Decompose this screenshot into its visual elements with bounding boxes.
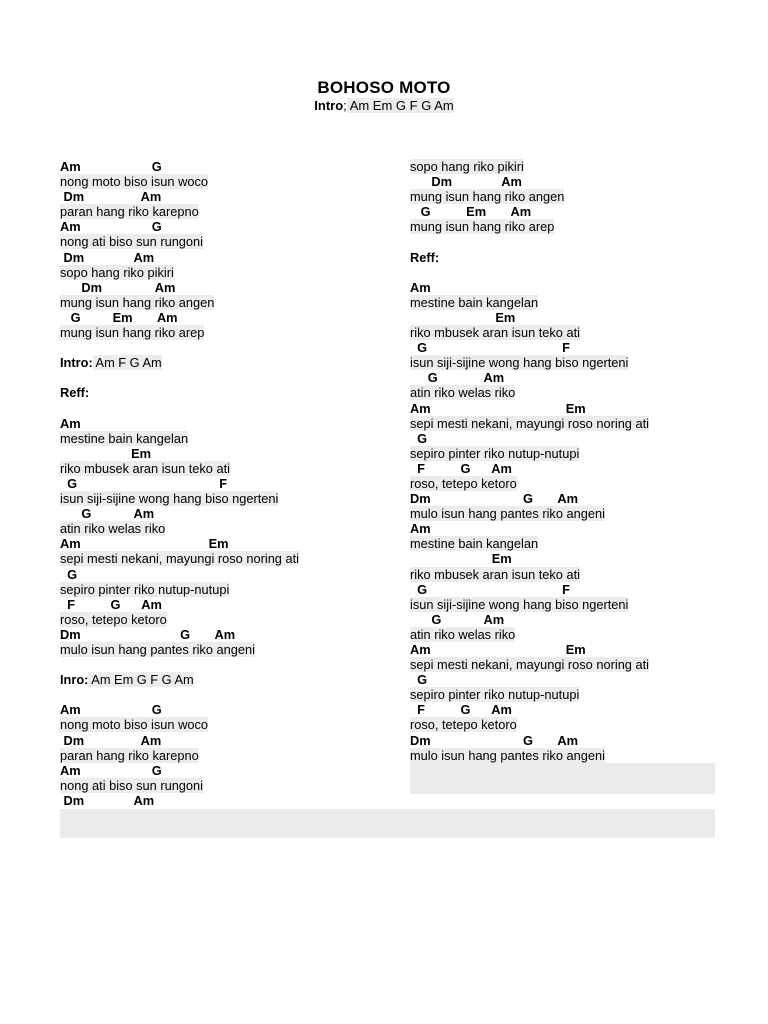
section-heading [60,355,350,370]
chord-text: Dm Am [60,792,155,808]
chord-text: Dm Am [60,732,162,748]
lyric-text: sepi mesti nekani, mayungi roso noring ati [410,657,649,673]
chord-line [410,521,720,536]
section-heading [60,672,350,687]
lyric-text: mestine bain kangelan [410,294,539,310]
lyric-text: mung isun hang riko arep [60,325,205,341]
chord-text: F G Am [60,596,162,612]
chord-line [410,280,720,295]
chord-text: G Am [410,611,505,627]
chord-line [60,159,350,174]
chord-text: Am Em [410,642,586,657]
chord-line [410,551,720,566]
chord-line [60,280,350,295]
chord-text: Dm Am [60,189,162,205]
chord-text: F G Am [410,702,512,718]
right-column [410,159,720,763]
chord-text: G F [60,475,228,491]
chord-line [410,461,720,476]
section-heading [410,250,720,265]
lyric-text: riko mbusek aran isun teko ati [60,460,230,476]
chord-line [410,702,720,717]
lyric-text: isun siji-sijine wong hang biso ngerteni [410,596,629,612]
shaded-block [410,763,715,794]
lyric-line [410,506,720,521]
lyric-text: sepiro pinter riko nutup-nutupi [410,687,580,703]
chord-text: G [410,430,428,446]
chord-text: G [410,672,428,688]
lyric-line [60,204,350,219]
chord-text: Em [410,309,516,325]
lyric-text: atin riko welas riko [410,385,516,401]
section-heading-chords: Am Em G F G Am [88,672,194,688]
chord-text: Am G [60,702,162,718]
lyric-text: nong moto biso isun woco [60,174,208,190]
lyric-line [410,687,720,702]
chord-line [410,642,720,657]
chord-line [60,536,350,551]
chord-text: F G Am [410,460,512,476]
chord-line [60,506,350,521]
chord-line [410,491,720,506]
chord-line [60,476,350,491]
chord-line [410,672,720,687]
lyric-text: roso, tetepo ketoro [410,717,517,733]
blank-line [60,370,350,385]
shaded-footer-block [60,809,715,838]
lyric-text: nong moto biso isun woco [60,717,208,733]
lyric-line [410,385,720,400]
section-heading-label: Intro [60,355,89,371]
lyric-line [410,476,720,491]
lyric-text: sopo hang riko pikiri [410,159,524,174]
lyric-text: mulo isun hang pantes riko angeni [410,506,605,522]
chord-line [410,340,720,355]
lyric-text: isun siji-sijine wong hang biso ngerteni [60,491,279,507]
chord-text: Em [60,445,152,461]
chord-line [410,174,720,189]
lyric-line [60,612,350,627]
chord-text: Am G [60,762,162,778]
chord-text: Am G [60,219,162,235]
blank-line [60,340,350,355]
lyric-line [60,521,350,536]
chord-text: Am G [60,159,162,174]
section-heading-label: Inro [60,672,85,688]
intro-label: Intro [314,98,344,113]
lyric-text: roso, tetepo ketoro [60,611,167,627]
lyric-line [60,748,350,763]
lyric-line [60,461,350,476]
lyric-text: atin riko welas riko [60,521,166,537]
lyric-line [60,234,350,249]
chord-line [60,702,350,717]
chord-line [60,250,350,265]
lyric-line [60,431,350,446]
lyric-line [410,416,720,431]
chord-line [410,401,720,416]
section-heading [60,385,350,400]
lyric-line [60,265,350,280]
chord-line [60,567,350,582]
chord-text: G Am [410,370,505,386]
chord-line [60,446,350,461]
chord-line [60,597,350,612]
section-heading-separator: : [88,355,93,371]
lyric-line [60,717,350,732]
chord-text: Am Em [60,536,229,552]
blank-line [60,401,350,416]
lyric-text: paran hang riko karepno [60,747,199,763]
section-heading-separator: : [84,672,89,688]
chord-line [410,310,720,325]
chord-text: Am [410,521,431,537]
lyric-line [410,355,720,370]
lyric-text: sepiro pinter riko nutup-nutupi [410,445,580,461]
lyric-text: atin riko welas riko [410,626,516,642]
lyric-text: nong ati biso sun rungoni [60,234,204,250]
lyric-line [410,567,720,582]
chord-line [410,204,720,219]
lyric-text: sepi mesti nekani, mayungi roso noring ati [60,551,299,567]
lyric-line [60,491,350,506]
lyric-line [410,189,720,204]
lyric-text: riko mbusek aran isun teko ati [410,325,580,341]
section-heading-separator: : [434,249,440,265]
lyric-line [410,748,720,763]
chord-text: G Em Am [410,204,532,220]
lyric-text: nong ati biso sun rungoni [60,777,204,793]
chord-line [410,582,720,597]
chord-text: Am [60,415,81,431]
lyric-line [60,582,350,597]
chord-text: Dm G Am [60,626,236,642]
lyric-line [410,219,720,234]
chord-text: Dm G Am [410,491,579,507]
chord-text: Em [410,551,512,567]
lyric-line [410,159,720,174]
lyric-line [410,295,720,310]
lyric-line [60,174,350,189]
chord-line [410,733,720,748]
chord-text: G Am [60,506,155,522]
lyric-line [410,446,720,461]
lyric-line [410,325,720,340]
lyric-text: paran hang riko karepno [60,204,199,220]
chord-line [60,627,350,642]
blank-line [410,234,720,249]
lyric-text: mung isun hang riko arep [410,219,555,235]
section-heading-separator: : [84,385,90,401]
lyric-line [60,295,350,310]
lyric-line [60,778,350,793]
lyric-line [410,657,720,672]
chord-text: G [60,566,78,582]
chord-line [60,733,350,748]
chord-line [60,416,350,431]
lyric-text: sopo hang riko pikiri [60,264,174,280]
intro-separator: ; [343,98,347,113]
lyric-line [410,627,720,642]
lyric-line [60,551,350,566]
chord-text: G F [410,340,570,356]
lyric-text: riko mbusek aran isun teko ati [410,566,580,582]
section-heading-label: Reff [60,385,85,401]
chord-text: Dm Am [60,249,155,265]
lyric-line [410,536,720,551]
chord-text: Dm Am [60,279,176,295]
chord-line [410,612,720,627]
lyric-text: sepiro pinter riko nutup-nutupi [60,581,230,597]
chord-text: Am Em [410,400,586,416]
lyric-text: mung isun hang riko angen [410,189,565,205]
intro-chords: Am Em G F G Am [346,98,454,113]
section-heading-chords: Am F G Am [92,355,162,371]
chord-line [410,370,720,385]
blank-line [60,657,350,672]
chord-line [60,219,350,234]
left-column [60,159,350,808]
lyric-text: mestine bain kangelan [410,536,539,552]
lyric-line [60,642,350,657]
chord-text: Dm Am [410,174,522,190]
chord-line [410,431,720,446]
lyric-text: mulo isun hang pantes riko angeni [60,642,255,657]
chord-line [60,793,350,808]
lyric-line [410,717,720,732]
lyric-text: sepi mesti nekani, mayungi roso noring ati [410,415,649,431]
song-intro [0,98,768,113]
chord-text: G Em Am [60,309,178,325]
lyric-text: mulo isun hang pantes riko angeni [410,747,605,763]
song-title: BOHOSO MOTO [317,78,451,97]
chord-line [60,189,350,204]
lyric-text: mung isun hang riko angen [60,294,215,310]
blank-line [60,687,350,702]
blank-line [410,265,720,280]
section-heading-label: Reff [410,249,435,265]
chord-line [60,310,350,325]
lyric-text: isun siji-sijine wong hang biso ngerteni [410,355,629,371]
chord-line [60,763,350,778]
lyric-line [60,325,350,340]
chord-text: Dm G Am [410,732,579,748]
chord-text: Am [410,279,431,295]
lyric-text: roso, tetepo ketoro [410,475,517,491]
chord-text: G F [410,581,570,597]
lyric-text: mestine bain kangelan [60,430,189,446]
lyric-line [410,597,720,612]
